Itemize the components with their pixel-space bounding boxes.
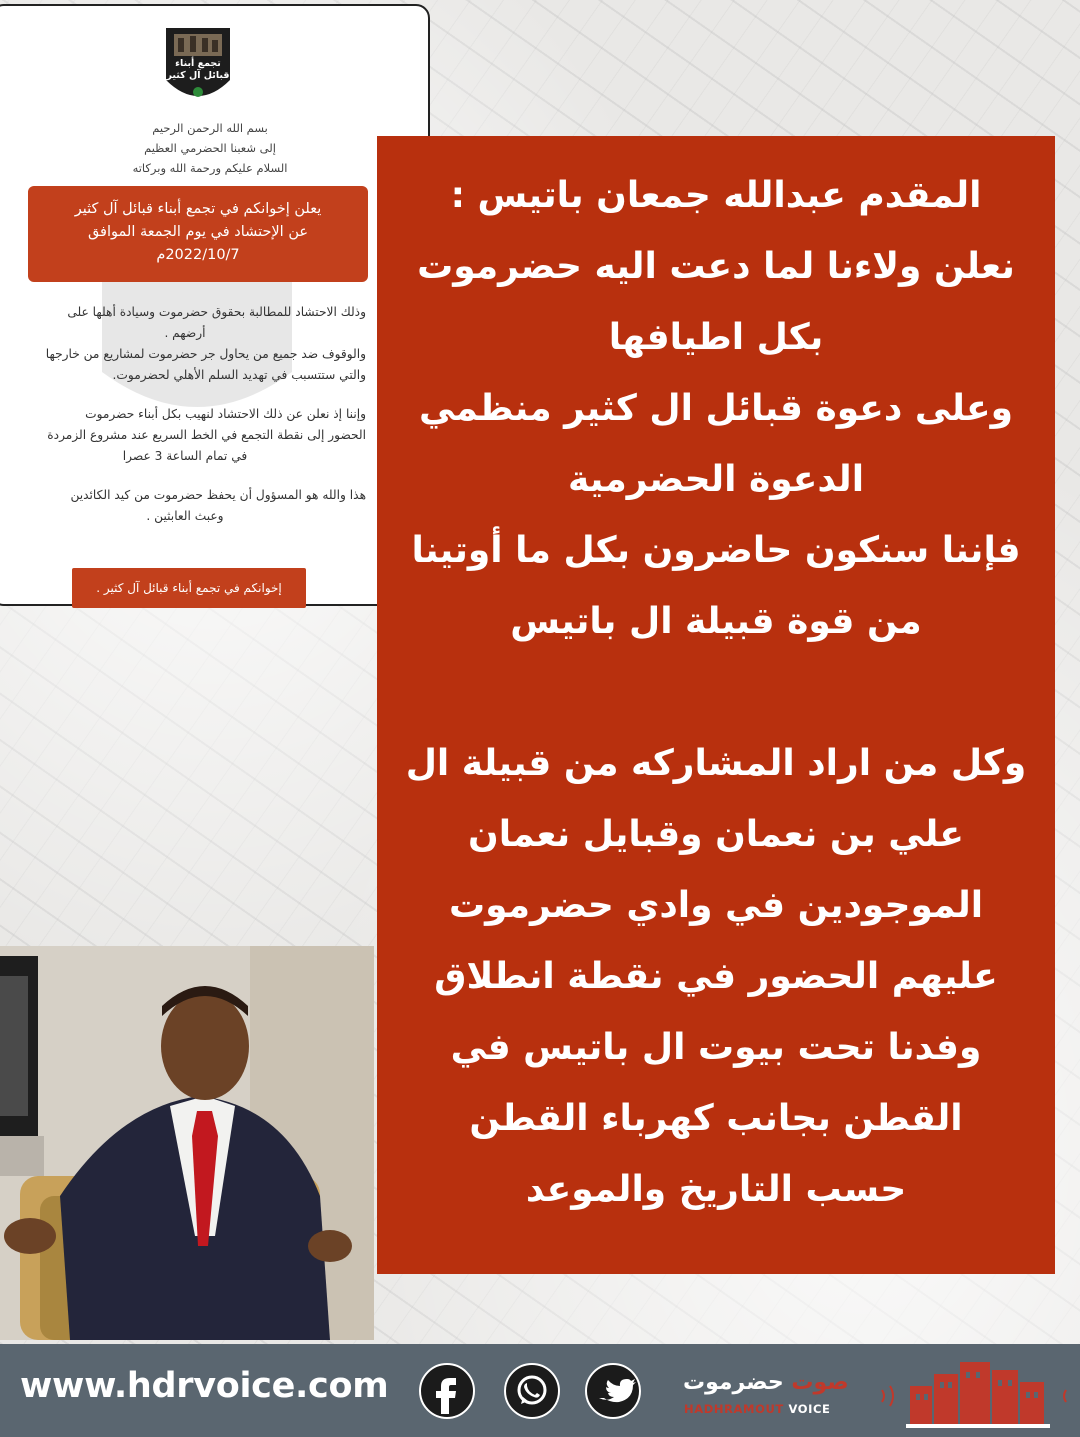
greeting-line: إلى شعبنا الحضرمي العظيم	[144, 141, 276, 155]
brand-word-voice: صوت	[791, 1370, 849, 1395]
logo-text-line1: تجمع أبناء	[175, 58, 221, 69]
signature-box: إخوانكم في تجمع أبناء قبائل آل كثير .	[72, 568, 306, 608]
body-line: في تمام الساعة 3 عصرا	[122, 449, 248, 463]
banner-date: 2022/10/7م	[156, 247, 240, 263]
banner-line: يعلن إخوانكم في تجمع أبناء قبائل آل كثير	[74, 201, 322, 217]
brand-en-hadhramout: HADHRAMOUT	[684, 1402, 784, 1416]
announcement-document	[0, 4, 430, 606]
announcement-body	[4, 302, 366, 527]
facebook-icon[interactable]	[418, 1362, 476, 1420]
statement-line: وكل من اراد المشاركه من قبيلة ال	[405, 743, 1027, 784]
statement-line: وعلى دعوة قبائل ال كثير منظمي	[419, 388, 1013, 429]
statement-line: فإننا سنكون حاضرون بكل ما أوتينا	[411, 530, 1021, 571]
statement-line: علي بن نعمان وقبايل نعمان	[467, 814, 964, 855]
statement-line: الموجودين في وادي حضرموت	[448, 885, 984, 926]
body-line: وعبث العابثين .	[146, 509, 224, 523]
statement-line: من قوة قبيلة ال باتيس	[510, 601, 922, 642]
statement-line: عليهم الحضور في نقطة انطلاق	[434, 956, 998, 997]
whatsapp-icon[interactable]	[503, 1362, 561, 1420]
logo-text-line2: قبائل آل كثير	[166, 70, 230, 81]
speaker-illustration	[0, 946, 374, 1340]
hadhramout-voice-logo	[880, 1352, 1070, 1432]
body-line: والتي ستتسبب في تهديد السلم الأهلي لحضرموت.	[112, 368, 366, 382]
website-url[interactable]: www.hdrvoice.com	[20, 1366, 389, 1406]
statement-line: وفدنا تحت بيوت ال باتيس في	[450, 1027, 982, 1068]
brand-word-hadhramout: حضرموت	[683, 1370, 784, 1395]
twitter-icon[interactable]	[584, 1362, 642, 1420]
body-line: وذلك الاحتشاد للمطالبة بحقوق حضرموت وسيادة أهلها على	[67, 305, 366, 319]
greeting-line: بسم الله الرحمن الرحيم	[152, 121, 268, 135]
statement-line: المقدم عبدالله جمعان باتيس :	[450, 175, 982, 216]
greeting-line: السلام عليكم ورحمة الله وبركاته	[132, 161, 288, 175]
statement-line: الدعوة الحضرمية	[567, 459, 865, 500]
body-line: أرضهم .	[164, 326, 206, 340]
body-line: هذا والله هو المسؤول أن يحفظ حضرموت من كيد الكائدين	[70, 488, 366, 502]
statement-line: نعلن ولاءنا لما دعت اليه حضرموت	[417, 246, 1015, 287]
announcement-banner	[28, 186, 368, 282]
statement-line: حسب التاريخ والموعد	[525, 1169, 907, 1210]
brand-name-arabic	[683, 1370, 849, 1395]
body-line: الحضور إلى نقطة التجمع في الخط السريع عند مشروع الزمردة	[47, 428, 366, 442]
banner-line: عن الإحتشاد في يوم الجمعة الموافق	[87, 224, 309, 240]
speaker-photo	[0, 946, 374, 1340]
body-line: والوقوف ضد جميع من يحاول جر حضرموت لمشاريع من خارجها	[45, 347, 366, 361]
body-line: وإننا إذ نعلن عن ذلك الاحتشاد لنهيب بكل أبناء حضرموت	[85, 407, 366, 421]
brand-name-english	[684, 1402, 831, 1416]
statement-line: بكل اطيافها	[608, 317, 824, 358]
greeting	[32, 118, 388, 178]
statement-line: القطن بجانب كهرباء القطن	[469, 1098, 963, 1139]
statement-panel	[377, 136, 1055, 1274]
brand-en-voice: VOICE	[788, 1402, 831, 1416]
